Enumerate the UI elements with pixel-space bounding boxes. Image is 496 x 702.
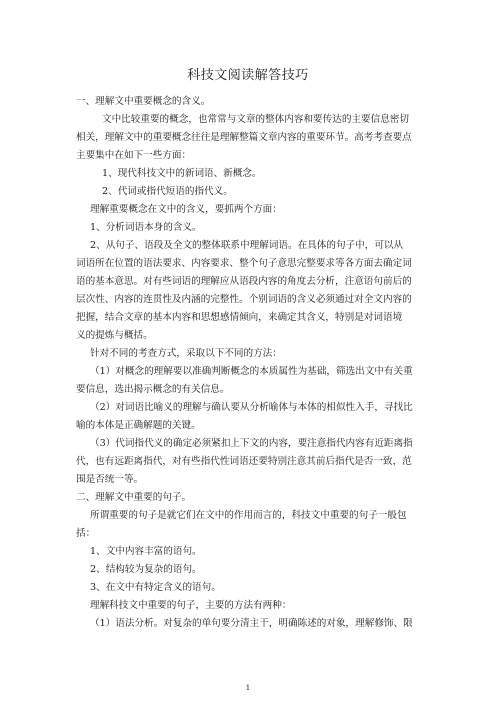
list-item: 3、在文中有特定含义的语句。 (90, 582, 221, 593)
paragraph-line: 理解科技文中重要的句子，主要的方法有两种： (90, 600, 292, 611)
paragraph-line: 相关，理解文中的重要概念往往是理解整篇文章内容的重要环节。高考考查要点 (76, 132, 412, 143)
paragraph-line: 围是否统一等。 (76, 474, 144, 485)
section-heading-2: 二、理解文中重要的句子。 (76, 492, 192, 503)
list-item: 1、文中内容丰富的语句。 (90, 546, 202, 557)
list-item: 1、现代科技文中的新词语、新概念。 (102, 168, 262, 179)
paragraph-line: 词语所在位置的语法要求、内容要求、整个句子意思完整要求等各方面去确定词 (76, 258, 412, 269)
list-item: 1、分析词语本身的含义。 (90, 222, 202, 233)
paragraph-line: 文中比较重要的概念，也常常与文章的整体内容和要传达的主要信息密切 (102, 114, 409, 125)
paragraph-line: 喻的本体是正确解题的关键。 (76, 420, 201, 431)
paragraph-line: 语的基本意思。对有些词语的理解应从语段内容的角度去分析，注意语句前后的 (76, 276, 412, 287)
document-title: 科技文阅读解答技巧 (187, 68, 309, 83)
page-number: 1 (245, 684, 251, 692)
paragraph-line: 2、从句子、语段及全文的整体联系中理解词语。在具体的句子中，可以从 (90, 240, 404, 251)
paragraph-line: 括： (76, 528, 96, 539)
list-item: 2、代词或指代短语的指代义。 (102, 186, 233, 197)
paragraph-line: （1）对概念的理解要以准确判断概念的本质属性为基础，筛选出文中有关重 (90, 366, 413, 377)
section-heading-1: 一、理解文中重要概念的含义。 (76, 96, 211, 107)
paragraph-line: 针对不同的考查方式，采取以下不同的方法： (90, 348, 282, 359)
paragraph-line: （3）代词指代义的确定必须紧扣上下文的内容，要注意指代内容有近距离指 (90, 438, 413, 449)
paragraph-line: （2）对词语比喻义的理解与确认要从分析喻体与本体的相似性入手，寻找比 (90, 402, 413, 413)
paragraph-line: 要信息，选出揭示概念的有关信息。 (76, 384, 230, 395)
paragraph-line: 义的提炼与概括。 (76, 330, 153, 341)
paragraph-line: 主要集中在如下一些方面： (76, 150, 192, 161)
paragraph-line: 所谓重要的句子是就它们在文中的作用而言的，科技文中重要的句子一般包 (90, 510, 407, 521)
paragraph-line: 代，也有远距离指代，对有些指代性词语还要特别注意其前后指代是否一致，范 (76, 456, 412, 467)
paragraph-line: 层次性、内容的连贯性及内涵的完整性。个别词语的含义必须通过对全文内容的 (76, 294, 412, 305)
paragraph-line: 把握，结合文章的基本内容和思想感情倾向，来确定其含义，特别是对词语境 (76, 312, 403, 323)
paragraph-line: （1）语法分析。对复杂的单句要分清主干，明确陈述的对象，理解修饰、限 (90, 618, 413, 629)
list-item: 2、结构较为复杂的语句。 (90, 564, 202, 575)
paragraph-line: 理解重要概念在文中的含义，要抓两个方面： (90, 204, 282, 215)
